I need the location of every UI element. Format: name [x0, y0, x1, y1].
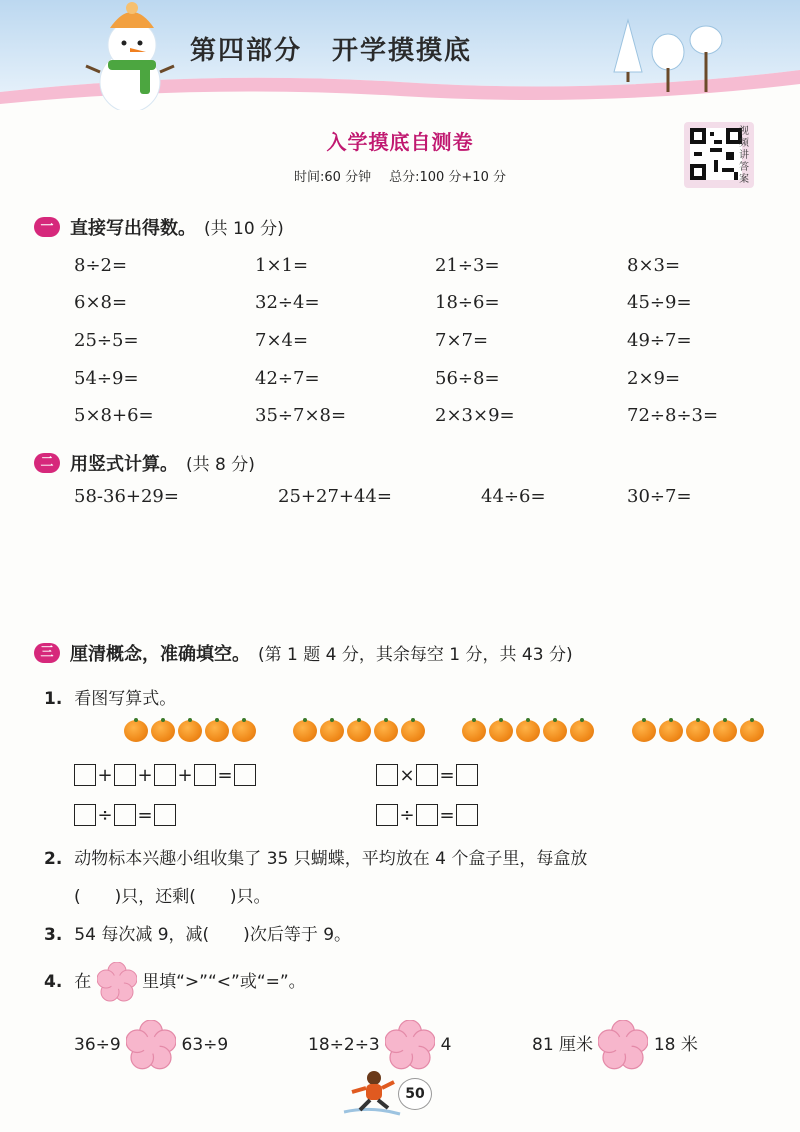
- exam-meta: [0, 166, 800, 185]
- question-prefix: 在: [74, 972, 92, 992]
- score-label: 总分:100 分+10 分: [389, 170, 506, 185]
- compare-left: 81 厘米: [532, 1035, 594, 1055]
- equation: 2×3×9=: [435, 405, 515, 426]
- orange-icon: [632, 720, 656, 742]
- flower-answer-blank[interactable]: [598, 1020, 648, 1070]
- orange-icon: [659, 720, 683, 742]
- equation: 1×1=: [255, 255, 309, 276]
- compare-right: 4: [440, 1035, 452, 1055]
- equation: 25+27+44=: [278, 486, 392, 507]
- answer-box[interactable]: [154, 764, 176, 786]
- section1-heading: [34, 214, 284, 240]
- orange-icon: [374, 720, 398, 742]
- question-number: 1.: [44, 689, 63, 709]
- comparison-item: [308, 1020, 451, 1070]
- answer-box[interactable]: [114, 764, 136, 786]
- equation: 30÷7=: [627, 486, 692, 507]
- equation: 35÷7×8=: [255, 405, 347, 426]
- section2-title: 用竖式计算。: [70, 454, 178, 475]
- comparison-item: [74, 1020, 228, 1070]
- skater-illustration: [340, 1068, 404, 1118]
- qr-code[interactable]: [684, 122, 754, 188]
- answer-box[interactable]: [74, 764, 96, 786]
- equation: 7×7=: [435, 330, 489, 351]
- compare-right: 63÷9: [181, 1035, 229, 1055]
- equation: 8×3=: [627, 255, 681, 276]
- orange-icon: [347, 720, 371, 742]
- orange-icon: [686, 720, 710, 742]
- question-number: 2.: [44, 849, 63, 869]
- division-box-equation: ÷ =: [74, 804, 176, 826]
- equation: 45÷9=: [627, 292, 692, 313]
- answer-box[interactable]: [376, 804, 398, 826]
- orange-icon: [232, 720, 256, 742]
- orange-icon: [462, 720, 486, 742]
- question-2: [44, 844, 587, 869]
- section3-heading: [34, 640, 573, 666]
- equation: 7×4=: [255, 330, 309, 351]
- equation: 5×8+6=: [74, 405, 154, 426]
- part-title: [190, 30, 472, 67]
- section1-note: (共 10 分): [204, 219, 284, 239]
- answer-box[interactable]: [456, 764, 478, 786]
- question-number: 3.: [44, 925, 63, 945]
- equation: 54÷9=: [74, 368, 139, 389]
- answer-box[interactable]: [416, 804, 438, 826]
- equation: 56÷8=: [435, 368, 500, 389]
- orange-icon: [543, 720, 567, 742]
- orange-group: [293, 727, 428, 746]
- equation: 25÷5=: [74, 330, 139, 351]
- answer-box[interactable]: [456, 804, 478, 826]
- question-number: 4.: [44, 972, 63, 992]
- division-box-equation: ÷ =: [376, 804, 478, 826]
- answer-box[interactable]: [194, 764, 216, 786]
- orange-icon: [489, 720, 513, 742]
- question-4: [44, 962, 306, 1002]
- qr-code-icon: [690, 128, 742, 180]
- orange-icon: [713, 720, 737, 742]
- orange-icon: [740, 720, 764, 742]
- exam-title: 入学摸底自测卷: [326, 130, 474, 154]
- equation: 2×9=: [627, 368, 681, 389]
- compare-right: 18 米: [653, 1035, 698, 1055]
- orange-icon: [320, 720, 344, 742]
- time-label: 时间:60 分钟: [294, 170, 372, 185]
- answer-box[interactable]: [376, 764, 398, 786]
- answer-box[interactable]: [416, 764, 438, 786]
- equation: 42÷7=: [255, 368, 320, 389]
- orange-icon: [293, 720, 317, 742]
- equation: 72÷8÷3=: [627, 405, 719, 426]
- compare-left: 18÷2÷3: [308, 1035, 380, 1055]
- section3-note: (第 1 题 4 分，其余每空 1 分，共 43 分): [258, 645, 573, 665]
- orange-icon: [178, 720, 202, 742]
- equation: 49÷7=: [627, 330, 692, 351]
- section2-badge: 二: [34, 453, 60, 473]
- part-label: 第四部分: [190, 36, 303, 66]
- section1-title: 直接写出得数。: [70, 218, 196, 239]
- equation: 18÷6=: [435, 292, 500, 313]
- orange-icon: [205, 720, 229, 742]
- question-text: 54 每次减 9，减( )次后等于 9。: [74, 925, 352, 945]
- oranges-picture: [124, 720, 767, 746]
- orange-group: [462, 727, 597, 746]
- section2-heading: [34, 450, 255, 476]
- multiplication-box-equation: × =: [376, 764, 478, 786]
- equation: 8÷2=: [74, 255, 128, 276]
- section2-note: (共 8 分): [186, 455, 255, 475]
- question-1: [44, 684, 176, 709]
- equation: 21÷3=: [435, 255, 500, 276]
- answer-box[interactable]: [154, 804, 176, 826]
- orange-icon: [151, 720, 175, 742]
- comparison-item: [532, 1020, 698, 1070]
- orange-icon: [401, 720, 425, 742]
- page-number: 50: [398, 1078, 432, 1110]
- orange-group: [124, 727, 259, 746]
- addition-box-equation: + + + =: [74, 764, 256, 786]
- orange-group: [632, 727, 767, 746]
- answer-box[interactable]: [74, 804, 96, 826]
- question-3: [44, 920, 351, 945]
- orange-icon: [124, 720, 148, 742]
- flower-answer-blank[interactable]: [385, 1020, 435, 1070]
- question-2-line2: ( )只，还剩( )只。: [74, 887, 271, 907]
- equation: 44÷6=: [481, 486, 546, 507]
- question-text: 动物标本兴趣小组收集了 35 只蝴蝶，平均放在 4 个盒子里，每盒放: [74, 849, 588, 869]
- answer-box[interactable]: [234, 764, 256, 786]
- section1-badge: 一: [34, 217, 60, 237]
- orange-icon: [570, 720, 594, 742]
- question-text: 看图写算式。: [74, 689, 177, 709]
- compare-left: 36÷9: [74, 1035, 121, 1055]
- equation: 58-36+29=: [74, 486, 179, 507]
- answer-box[interactable]: [114, 804, 136, 826]
- section3-badge: 三: [34, 643, 60, 663]
- part-name: 开学摸摸底: [332, 36, 473, 66]
- equation: 32÷4=: [255, 292, 320, 313]
- equation: 6×8=: [74, 292, 128, 313]
- question-suffix: 里填“>”“<”或“=”。: [142, 972, 306, 992]
- section3-title: 厘清概念，准确填空。: [70, 644, 250, 665]
- orange-icon: [516, 720, 540, 742]
- flower-answer-blank[interactable]: [126, 1020, 176, 1070]
- qr-label: 视频讲答案: [739, 126, 749, 185]
- flower-icon: [97, 962, 137, 1002]
